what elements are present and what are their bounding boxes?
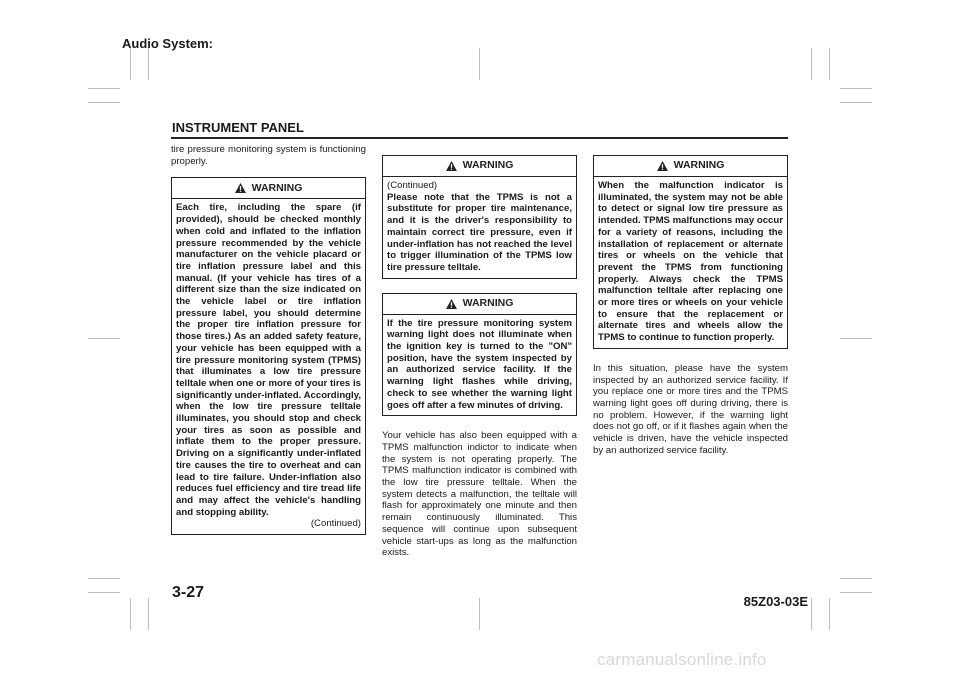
warning-text: If the tire pressure monitoring system warning light does not illuminate when the ignition key is turned to the "ON" position, have the system inspected by an authorized service facility. If the warning light flashes while driving, check to see whether the warning light goes off after a few minutes of driving.	[387, 317, 572, 411]
crop-mark	[829, 48, 830, 80]
warning-title: WARNING	[462, 296, 514, 309]
section-title: INSTRUMENT PANEL	[172, 120, 304, 135]
document-code: 85Z03-03E	[743, 594, 808, 609]
crop-mark	[840, 338, 872, 339]
crop-mark	[88, 102, 120, 103]
warning-triangle-icon	[446, 299, 457, 309]
column-1	[171, 144, 366, 549]
header-rule	[171, 137, 788, 139]
warning-body	[383, 177, 576, 278]
intro-text: tire pressure monitoring system is functioning properly.	[171, 144, 366, 167]
page-header: Audio System:	[122, 36, 214, 51]
crop-mark	[840, 102, 872, 103]
crop-mark	[130, 598, 131, 630]
crop-mark	[811, 48, 812, 80]
crop-mark	[479, 48, 480, 80]
warning-header	[172, 178, 365, 199]
warning-triangle-icon	[235, 183, 246, 193]
warning-title: WARNING	[673, 159, 725, 172]
crop-mark	[148, 598, 149, 630]
warning-title: WARNING	[251, 181, 303, 194]
crop-mark	[88, 88, 120, 89]
warning-triangle-icon	[446, 161, 457, 171]
warning-box	[593, 155, 788, 349]
warning-body	[383, 315, 576, 416]
body-text: Your vehicle has also been equipped with a TPMS malfunction indictor to indicate when the system is not operating properly. The TPMS malfunction indicator is combined with the low tire pressure telltale. When the system detects a malfunction, the telltale will flash for approximately one minute and then remain continuously illuminated. This sequence will continue upon subsequent vehicle start-ups as long as the malfunction exists.	[382, 430, 577, 559]
warning-text: Each tire, including the spare (if provided), should be checked monthly when cold and inflated to the inflation pressure recommended by the vehicle manufacturer on the vehicle placard or tire inflation pressure label and this manual. (If your vehicle has tires of a different size than the size indicated on the vehicle label or tire inflation pressure label, you should determine the proper tire inflation pressure for those tires.) As an added safety feature, your vehicle has been equipped with a tire pressure monitoring system (TPMS) that illuminates a low tire pressure telltale when one or more of your tires is significantly under-inflated. Accordingly, when the low tire pressure telltale illuminates, you should stop and check your tires as soon as possible and inflate them to the proper pressure. Driving on a significantly under-inflated tire causes the tire to overheat and can lead to tire failure. Under-inflation also reduces fuel efficiency and tire tread life and may affect the vehicle's handling and stopping ability.	[176, 202, 361, 518]
crop-mark	[479, 598, 480, 630]
crop-mark	[88, 578, 120, 579]
continued-label: (Continued)	[387, 180, 438, 191]
warning-triangle-icon	[657, 161, 668, 171]
crop-mark	[130, 48, 131, 80]
crop-mark	[840, 592, 872, 593]
warning-header	[383, 294, 576, 315]
warning-box	[382, 155, 577, 279]
crop-mark	[829, 598, 830, 630]
column-2	[382, 155, 577, 559]
warning-header	[383, 156, 576, 177]
crop-mark	[88, 338, 120, 339]
watermark: carmanualsonline.info	[597, 650, 767, 669]
crop-mark	[811, 598, 812, 630]
warning-body	[594, 177, 787, 348]
page-number: 3-27	[172, 584, 205, 601]
warning-box	[171, 177, 366, 535]
crop-mark	[148, 48, 149, 80]
crop-mark	[88, 592, 120, 593]
column-3	[593, 155, 788, 456]
warning-text: When the malfunction indicator is illuminated, the system may not be able to detect or signal low tire pressure as intended. TPMS malfunctions may occur for a variety of reasons, including the installation of replacement or alternate tires or wheels on the vehicle that prevent the TPMS from functioning properly. Always check the TPMS malfunction telltale after replacing one or more tires or wheels on your vehicle to ensure that the replacement or alternate tires and wheels allow the TPMS to continue to function properly.	[598, 180, 783, 344]
warning-header	[594, 156, 787, 177]
crop-mark	[840, 88, 872, 89]
warning-box	[382, 293, 577, 417]
warning-text: Please note that the TPMS is not a substitute for proper tire maintenance, and it is the driver's responsibility to maintain correct tire pressure, even if under-inflation has not reached the level to trigger illumination of the TPMS low tire pressure telltale.	[387, 191, 572, 273]
crop-mark	[840, 578, 872, 579]
body-text: In this situation, please have the system inspected by an authorized service facility. If you replace one or more tires and the TPMS warning light goes off during driving, there is no problem. However, if the warning light does not go off, or if it flashes again when the vehicle is driven, have the vehicle inspected by an authorized service facility.	[593, 362, 788, 456]
warning-body	[172, 199, 365, 534]
warning-title: WARNING	[462, 159, 514, 172]
continued-label: (Continued)	[310, 518, 361, 530]
